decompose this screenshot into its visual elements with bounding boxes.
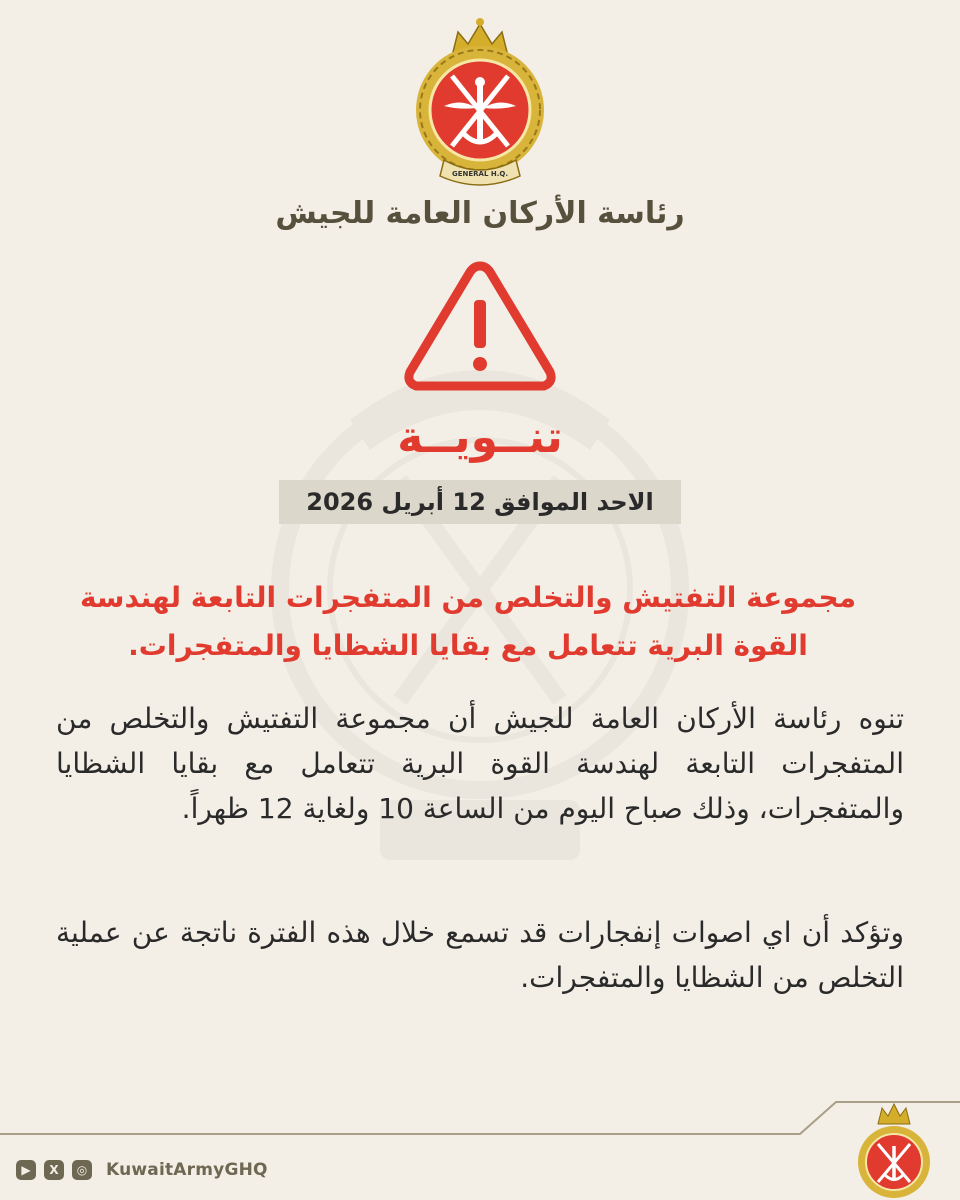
headline: مجموعة التفتيش والتخلص من المتفجرات التابعة لهندسة القوة البرية تتعامل مع بقايا الشظايا والمتفجرات. xyxy=(79,581,857,662)
warning-triangle-icon xyxy=(404,254,556,394)
svg-text:GENERAL H.Q.: GENERAL H.Q. xyxy=(452,170,508,178)
instagram-icon[interactable]: ◎ xyxy=(72,1160,92,1180)
army-emblem-logo xyxy=(404,10,556,190)
social-bar xyxy=(16,1158,268,1182)
date-text: الاحد الموافق 12 أبريل 2026 xyxy=(306,488,654,516)
youtube-icon[interactable]: ▶ xyxy=(16,1160,36,1180)
organization-title: رئاسة الأركان العامة للجيش xyxy=(275,196,685,231)
footer-divider xyxy=(0,1096,960,1136)
paragraph-announcement: تنوه رئاسة الأركان العامة للجيش أن مجموعة التفتيش والتخلص من المتفجرات التابعة لهندسة القوة البرية تتعامل مع بقايا الشظايا والمتفجرات، وذلك صباح اليوم من الساعة 10 ولغاية 12 ظهراً. xyxy=(56,702,904,825)
x-icon[interactable]: X xyxy=(44,1160,64,1180)
army-emblem-small-logo xyxy=(846,1100,942,1200)
notice-title: تنــويــة xyxy=(397,412,563,463)
social-handle[interactable]: KuwaitArmyGHQ xyxy=(106,1160,268,1180)
paragraph-confirmation: وتؤكد أن اي اصوات إنفجارات قد تسمع خلال هذه الفترة ناتجة عن عملية التخلص من الشظايا والمتفجرات. xyxy=(56,916,904,994)
date-banner xyxy=(279,480,681,524)
